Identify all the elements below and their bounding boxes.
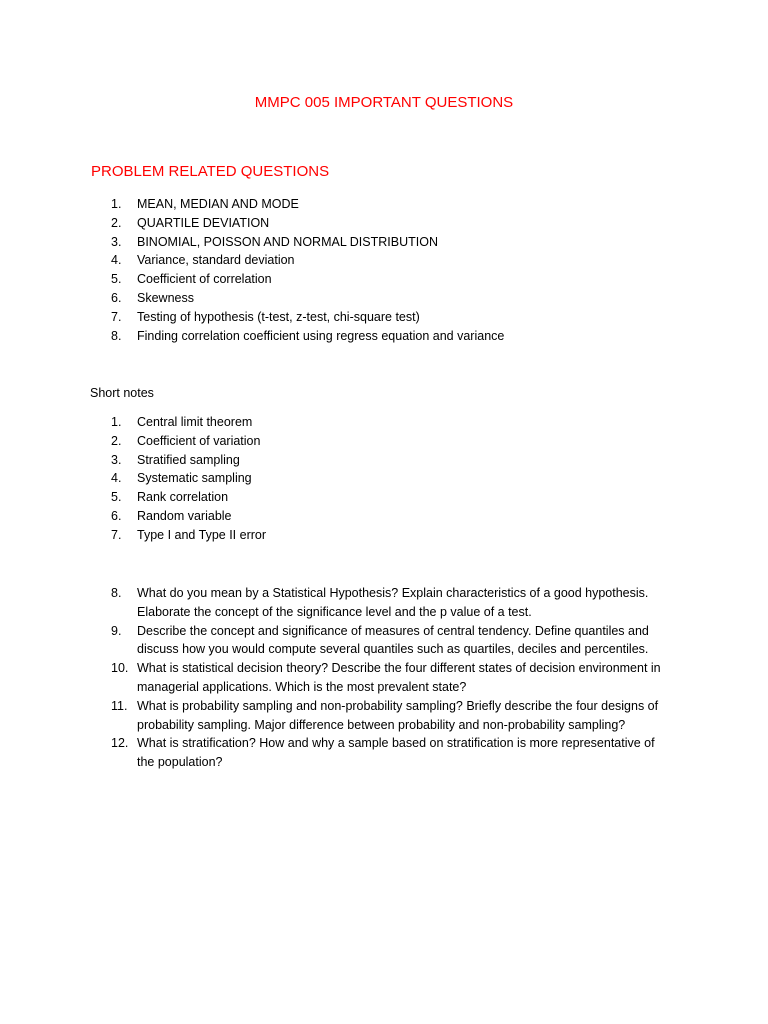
item-number: 10.	[111, 661, 129, 676]
item-text: Systematic sampling	[137, 471, 252, 486]
item-number: 3.	[111, 234, 122, 249]
item-text: Stratified sampling	[137, 452, 240, 467]
problem-questions-list	[111, 195, 504, 345]
item-number: 2.	[111, 215, 122, 230]
list-item	[111, 432, 266, 451]
item-text: Coefficient of variation	[137, 433, 261, 448]
list-item	[111, 327, 504, 346]
long-questions-list	[111, 584, 671, 772]
item-number: 8.	[111, 328, 122, 343]
item-text: Type I and Type II error	[137, 527, 267, 542]
item-text: QUARTILE DEVIATION	[137, 215, 270, 230]
item-number: 9.	[111, 623, 122, 638]
item-number: 7.	[111, 527, 122, 542]
item-text: Rank correlation	[137, 490, 229, 505]
list-item	[111, 413, 266, 432]
list-item	[111, 214, 504, 233]
item-text: What is stratification? How and why a sample based on stratification is more representative of the population?	[137, 736, 655, 770]
item-text: BINOMIAL, POISSON AND NORMAL DISTRIBUTION	[137, 234, 438, 249]
list-item	[111, 622, 671, 660]
item-number: 3.	[111, 452, 122, 467]
item-number: 6.	[111, 508, 122, 523]
item-text: What is statistical decision theory? Describe the four different states of decision environment in managerial applications. Which is the most prevalent state?	[137, 661, 661, 694]
item-number: 11.	[111, 698, 128, 713]
item-text: Finding correlation coefficient using regress equation and variance	[137, 328, 505, 343]
item-number: 5.	[111, 490, 122, 505]
item-text: Coefficient of correlation	[137, 272, 272, 287]
item-text: Variance, standard deviation	[137, 253, 295, 268]
item-number: 7.	[111, 309, 122, 324]
list-item	[111, 289, 504, 308]
item-text: MEAN, MEDIAN AND MODE	[137, 197, 299, 211]
list-item	[111, 233, 504, 252]
item-text: Describe the concept and significance of measures of central tendency. Define quantiles and discuss how you would compute several quantiles such as quartiles, deciles and percentiles.	[137, 623, 649, 657]
item-number: 12.	[111, 736, 129, 751]
list-item	[111, 308, 504, 327]
item-text: Random variable	[137, 508, 232, 523]
page-title: MMPC 005 IMPORTANT QUESTIONS	[254, 94, 514, 111]
item-number: 2.	[111, 433, 122, 448]
item-text: Testing of hypothesis (t-test, z-test, chi-square test)	[137, 309, 420, 324]
item-text: What is probability sampling and non-probability sampling? Briefly describe the four designs of probability sampling. Major difference between probability and non-probability sampling?	[137, 698, 659, 732]
list-item	[111, 469, 266, 488]
list-item	[111, 659, 671, 697]
short-notes-heading: Short notes	[90, 386, 154, 400]
item-number: 1.	[111, 197, 122, 211]
list-item	[111, 251, 504, 270]
list-item	[111, 734, 671, 772]
list-item	[111, 526, 266, 545]
list-item	[111, 507, 266, 526]
item-number: 4.	[111, 471, 122, 486]
short-notes-list	[111, 413, 266, 545]
list-item	[111, 697, 671, 735]
problem-section-heading: PROBLEM RELATED QUESTIONS	[91, 163, 330, 180]
list-item	[111, 195, 504, 214]
item-text: Central limit theorem	[137, 415, 253, 429]
list-item	[111, 270, 504, 289]
item-number: 1.	[111, 415, 122, 429]
item-number: 5.	[111, 272, 122, 287]
item-text: What do you mean by a Statistical Hypothesis? Explain characteristics of a good hypothesis. Elaborate the concept of the significance level and the p value of a test.	[137, 586, 649, 619]
item-number: 6.	[111, 290, 122, 305]
list-item	[111, 451, 266, 470]
item-text: Skewness	[137, 290, 194, 305]
item-number: 8.	[111, 586, 122, 600]
item-number: 4.	[111, 253, 122, 268]
list-item	[111, 584, 671, 622]
list-item	[111, 488, 266, 507]
